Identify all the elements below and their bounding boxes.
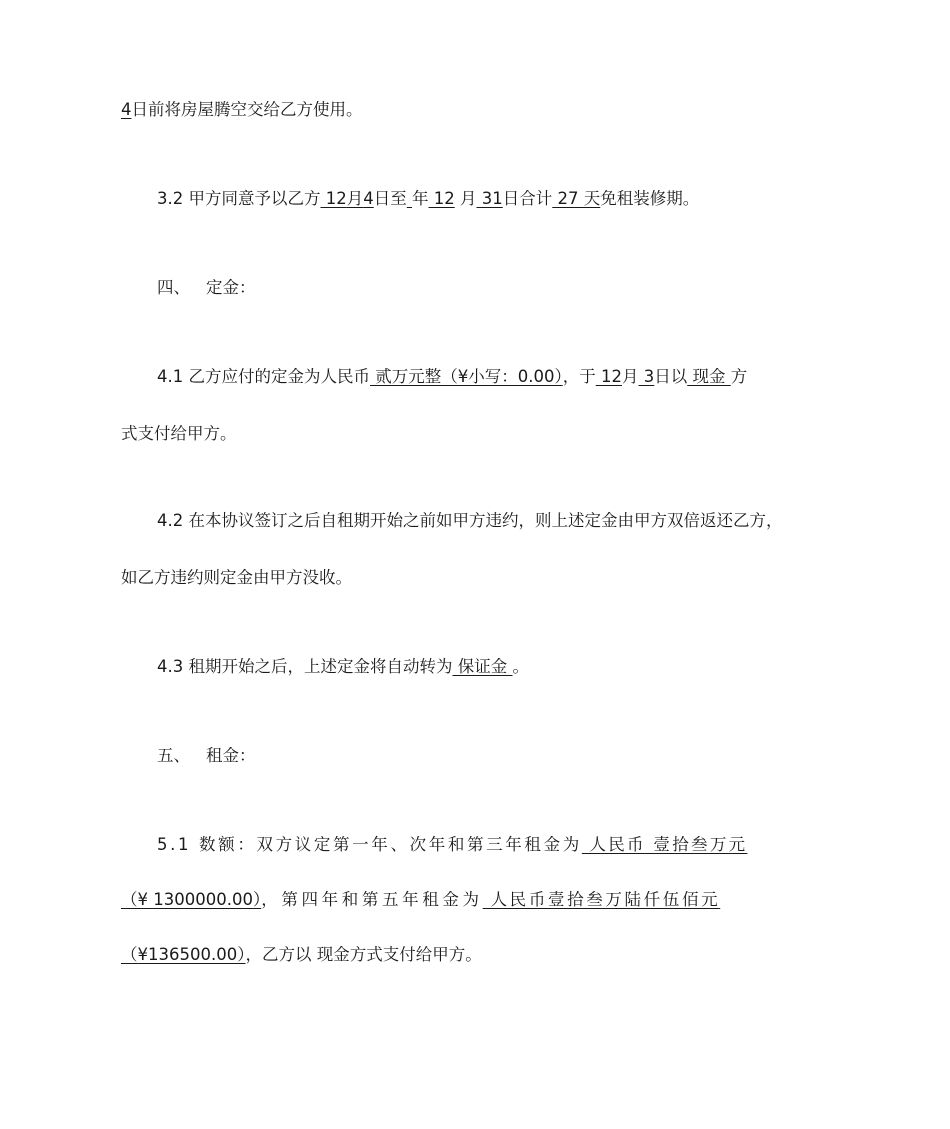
underlined-day: 31 bbox=[476, 189, 503, 208]
text: 日前将房屋腾空交给乙方使用。 bbox=[131, 100, 363, 119]
underlined-day: 4 bbox=[363, 189, 374, 208]
text: 日以 bbox=[654, 367, 688, 386]
section-number: 五、 bbox=[157, 746, 190, 765]
text: 如乙方违约则定金由甲方没收。 bbox=[121, 568, 352, 587]
underlined-rent-2: 人民币壹拾叁万陆仟伍佰元 bbox=[482, 890, 721, 909]
paragraph-4-2-line-2 bbox=[121, 566, 352, 590]
text: 免租装修期。 bbox=[600, 189, 700, 208]
text: 月 bbox=[346, 189, 364, 208]
text: 。 bbox=[512, 657, 529, 676]
text: ，第四年和第五年租金为 bbox=[261, 890, 483, 909]
section-heading-4 bbox=[157, 276, 256, 300]
paragraph-4-3 bbox=[157, 655, 529, 679]
underlined-days: 27 天 bbox=[552, 189, 601, 208]
text: 方 bbox=[730, 367, 748, 386]
section-title: 租金： bbox=[206, 746, 256, 765]
text: 日合计 bbox=[502, 189, 553, 208]
underlined-method: 现金 bbox=[687, 367, 731, 386]
underlined-month: 12 bbox=[428, 189, 455, 208]
text: 式支付给甲方。 bbox=[121, 424, 237, 443]
paragraph-4-2 bbox=[157, 509, 783, 533]
paragraph-5-1-line-3 bbox=[121, 943, 482, 967]
text: ，于 bbox=[562, 367, 596, 386]
underlined-amount: 贰万元整（¥小写：0.00） bbox=[370, 367, 563, 386]
text: 月 bbox=[621, 367, 639, 386]
text: 5.1 数额：双方议定第一年、次年和第三年租金为 bbox=[157, 835, 582, 854]
text: 4.3 租期开始之后，上述定金将自动转为 bbox=[157, 657, 453, 676]
underlined-deposit-type: 保证金 bbox=[452, 657, 513, 676]
underlined-rent-2-figure: （¥136500.00） bbox=[121, 945, 246, 964]
paragraph-5-1-line-2 bbox=[121, 888, 720, 912]
paragraph-5-1 bbox=[157, 833, 747, 857]
underlined-rent-1: 人民币 壹拾叁万元 bbox=[581, 835, 748, 854]
paragraph-4-1 bbox=[157, 365, 747, 389]
text: 年 bbox=[412, 189, 429, 208]
underlined-month: 12 bbox=[595, 367, 622, 386]
underlined-day: 4 bbox=[121, 100, 132, 119]
text: 4.2 在本协议签订之后自租期开始之前如甲方违约，则上述定金由甲方双倍返还乙方， bbox=[157, 511, 783, 530]
text: 日至 bbox=[373, 189, 407, 208]
text: 3.2 甲方同意予以乙方 bbox=[157, 189, 321, 208]
paragraph-4-1-line-2 bbox=[121, 422, 237, 446]
underlined-month: 12 bbox=[320, 189, 347, 208]
underlined-day: 3 bbox=[638, 367, 655, 386]
text: 4.1 乙方应付的定金为人民币 bbox=[157, 367, 370, 386]
text: 月 bbox=[454, 189, 477, 208]
underlined-rent-1-figure: （¥ 1300000.00） bbox=[121, 890, 262, 909]
paragraph-3-2 bbox=[157, 187, 699, 211]
text: ，乙方以 现金方式支付给甲方。 bbox=[245, 945, 482, 964]
section-number: 四、 bbox=[157, 278, 190, 297]
section-heading-5 bbox=[157, 744, 256, 768]
section-title: 定金： bbox=[206, 278, 256, 297]
paragraph-3-1-continuation bbox=[121, 98, 363, 122]
